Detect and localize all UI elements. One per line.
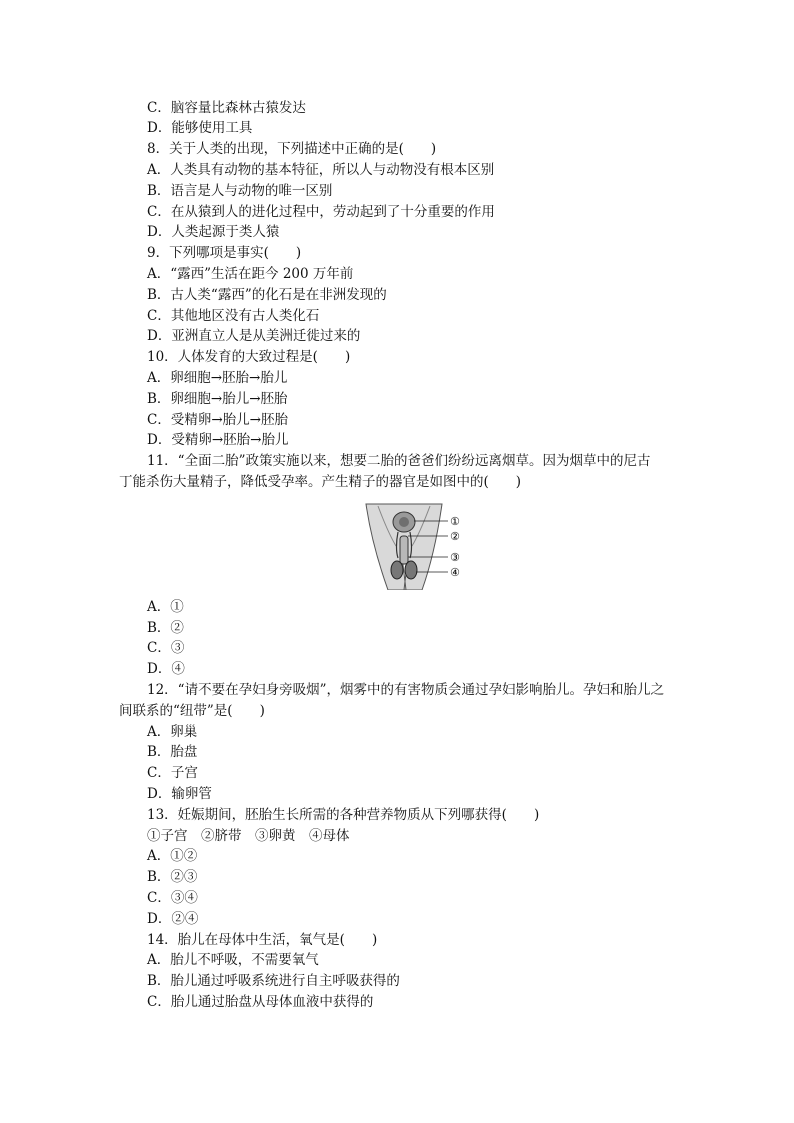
q14-option-a: A．胎儿不呼吸，不需要氧气 [147, 952, 319, 968]
q14-option-b: B．胎儿通过呼吸系统进行自主呼吸获得的 [147, 973, 400, 989]
q11-option-b: B．② [147, 620, 184, 636]
q13-choices: ①子宫 ②脐带 ③卵黄 ④母体 [147, 828, 350, 844]
q9-option-c: C．其他地区没有古人类化石 [147, 308, 320, 324]
q9-option-d: D．亚洲直立人是从美洲迁徙过来的 [147, 328, 361, 344]
q8-option-d: D．人类起源于类人猿 [147, 224, 280, 240]
q11-option-c: C．③ [147, 640, 185, 656]
question-11: 11．“全面二胎”政策实施以来，想要二胎的爸爸们纷纷远离烟草。因为烟草中的尼古 [147, 453, 651, 469]
question-13: 13．妊娠期间，胚胎生长所需的各种营养物质从下列哪获得( ) [147, 807, 540, 823]
question-8: 8．关于人类的出现，下列描述中正确的是( ) [147, 141, 437, 157]
q10-option-b: B．卵细胞→胎儿→胚胎 [147, 391, 288, 407]
q10-option-c: C．受精卵→胎儿→胚胎 [147, 412, 288, 428]
figure-label-3: ③ [450, 551, 460, 564]
q8-option-b: B．语言是人与动物的唯一区别 [147, 183, 333, 199]
option-d-line: D．能够使用工具 [147, 120, 253, 136]
question-12-cont: 间联系的“纽带”是( ) [119, 703, 265, 719]
question-11-cont: 丁能杀伤大量精子，降低受孕率。产生精子的器官是如图中的( ) [119, 474, 522, 490]
figure-label-1: ① [450, 515, 460, 528]
question-14: 14．胎儿在母体中生活，氧气是( ) [147, 932, 378, 948]
male-reproductive-system-figure [360, 502, 470, 590]
q10-option-d: D．受精卵→胚胎→胎儿 [147, 432, 289, 448]
option-c-line: C．脑容量比森林古猿发达 [147, 100, 306, 116]
q12-option-a: A．卵巢 [147, 724, 198, 740]
q10-option-a: A．卵细胞→胚胎→胎儿 [147, 370, 288, 386]
question-9: 9．下列哪项是事实( ) [147, 245, 302, 261]
q13-option-a: A．①② [147, 848, 198, 864]
question-12: 12．“请不要在孕妇身旁吸烟”，烟雾中的有害物质会通过孕妇影响胎儿。孕妇和胎儿之 [147, 682, 664, 698]
q8-option-a: A．人类具有动物的基本特征，所以人与动物没有根本区别 [147, 162, 495, 178]
figure-label-2: ② [450, 530, 460, 543]
q13-option-b: B．②③ [147, 869, 198, 885]
q9-option-b: B．古人类“露西”的化石是在非洲发现的 [147, 287, 387, 303]
figure-label-4: ④ [450, 566, 460, 579]
q12-option-c: C．子宫 [147, 765, 198, 781]
q12-option-d: D．输卵管 [147, 786, 212, 802]
q13-option-c: C．③④ [147, 890, 198, 906]
q12-option-b: B．胎盘 [147, 744, 198, 760]
q9-option-a: A．“露西”生活在距今 200 万年前 [147, 266, 354, 282]
question-10: 10．人体发育的大致过程是( ) [147, 349, 351, 365]
q8-option-c: C．在从猿到人的进化过程中，劳动起到了十分重要的作用 [147, 204, 495, 220]
q13-option-d: D．②④ [147, 911, 199, 927]
q11-option-d: D．④ [147, 661, 185, 677]
q14-option-c: C．胎儿通过胎盘从母体血液中获得的 [147, 994, 374, 1010]
q11-option-a: A．① [147, 599, 184, 615]
